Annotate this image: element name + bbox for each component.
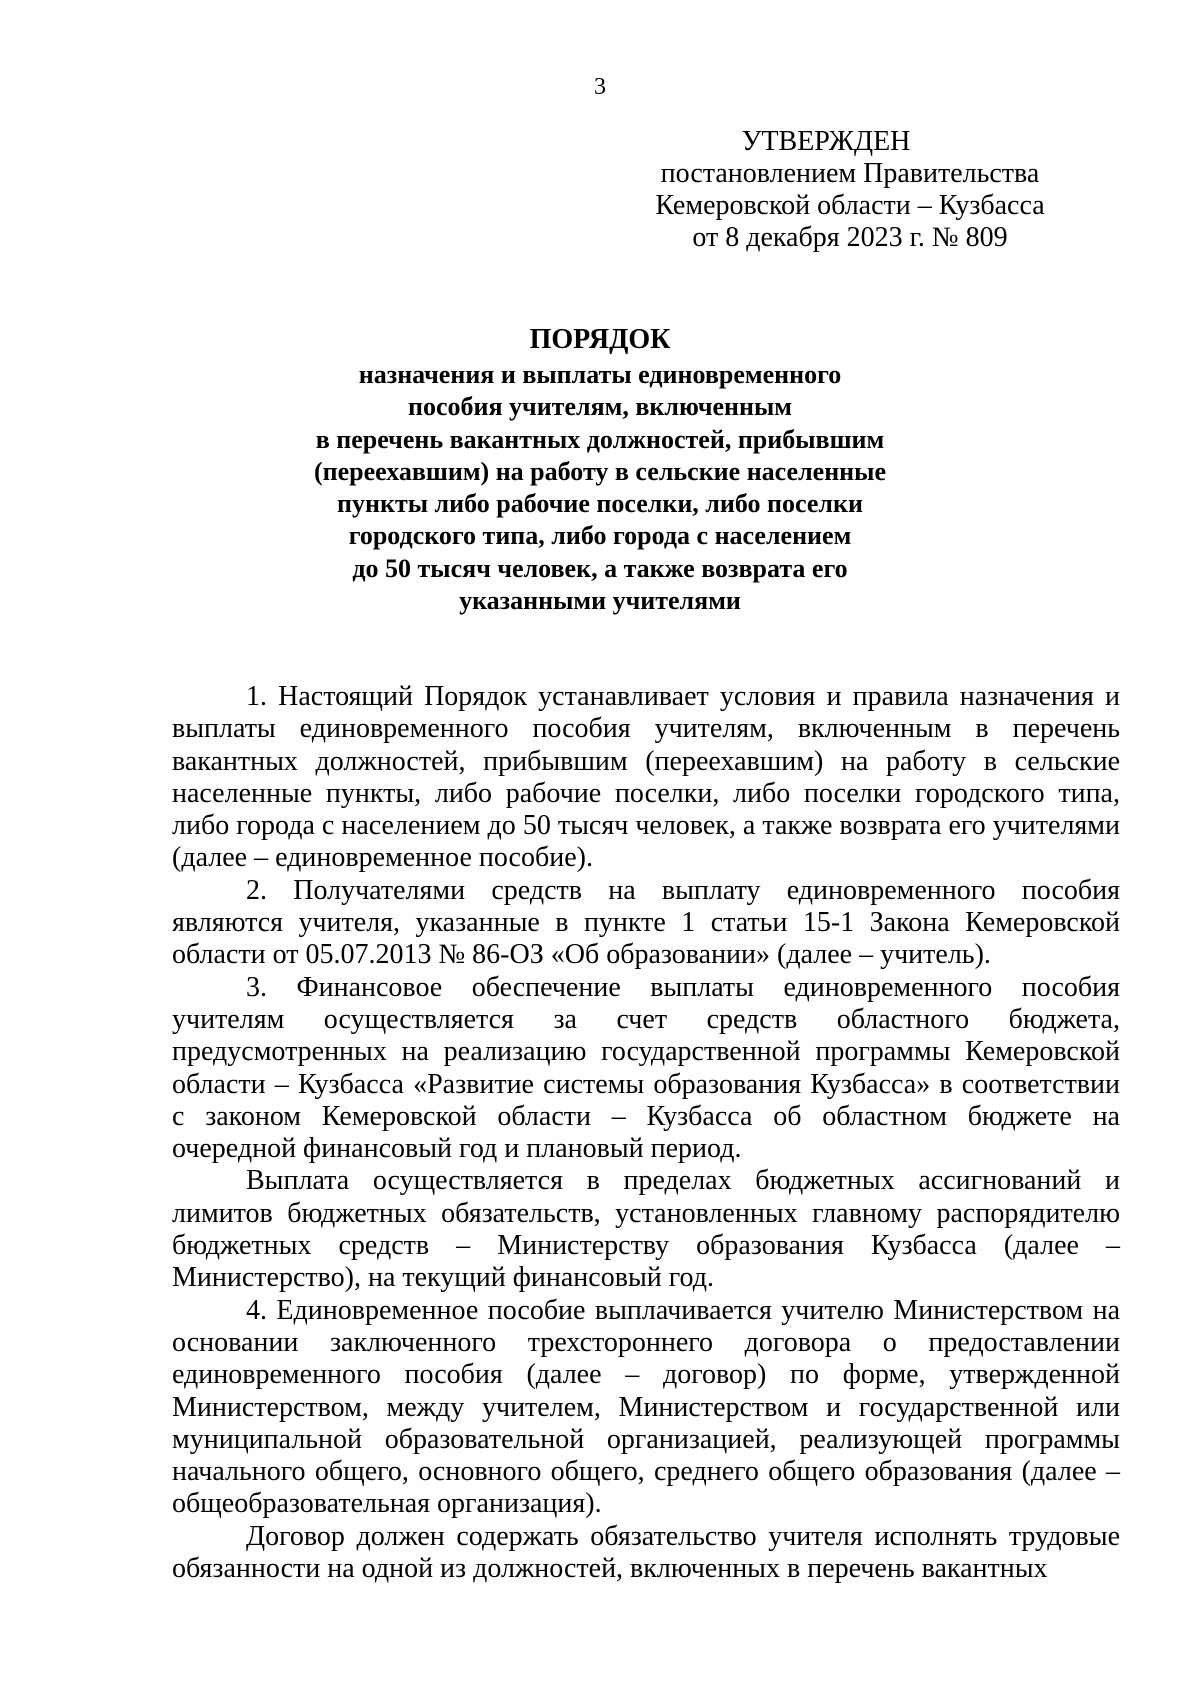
document-body <box>172 681 1120 1585</box>
subtitle-line: назначения и выплаты единовременного <box>358 360 842 389</box>
approval-line: постановлением Правительства <box>660 158 1040 189</box>
approval-line: Кемеровской области – Кузбасса <box>655 190 1045 221</box>
approval-stamp <box>600 126 1100 254</box>
paragraph-3: 3. Финансовое обеспечение выплаты единовременного пособия учителям осуществляется за счет средств областного бюджета, предусмотренных на реализацию государственной программы Кемеровской области – Кузбасса «Развитие системы образования Кузбасса» в соответствии с законом Кемеровской области – Кузбасса об областном бюджете на очередной финансовый год и плановый период. <box>172 971 1120 1165</box>
subtitle-line: пособия учителям, включенным <box>407 392 793 422</box>
page-number: 3 <box>594 74 606 100</box>
paragraph-4: 4. Единовременное пособие выплачивается учителю Министерством на основании заключенного трехстороннего договора о предоставлении единовременного пособия (далее – договор) по форме, утвержденной Министерством, между учителем, Министерством и государственной или муниципальной образовательной организацией, реализующей программы начального общего, основного общего, среднего общего образования (далее – общеобразовательная организация). <box>172 1294 1120 1520</box>
subtitle-line: городского типа, либо города с населением <box>348 521 852 551</box>
subtitle-line: (переехавшим) на работу в сельские населенные <box>314 456 886 486</box>
paragraph-2: 2. Получателями средств на выплату единовременного пособия являются учителя, указанные в пункте 1 статьи 15-1 Закона Кемеровской области от 05.07.2013 № 86-ОЗ «Об образовании» (далее – учитель). <box>172 874 1120 971</box>
paragraph-4-continued: Договор должен содержать обязательство учителя исполнять трудовые обязанности на одной из должностей, включенных в перечень вакантных <box>172 1520 1120 1585</box>
subtitle-line: указанными учителями <box>459 586 741 616</box>
paragraph-3-continued: Выплата осуществляется в пределах бюджетных ассигнований и лимитов бюджетных обязательств, установленных главному распорядителю бюджетных средств – Министерству образования Кузбасса (далее – Министерство), на текущий финансовый год. <box>172 1165 1120 1294</box>
document-subtitle <box>0 359 1200 617</box>
paragraph-1: 1. Настоящий Порядок устанавливает условия и правила назначения и выплаты единовременного пособия учителям, включенным в перечень вакантных должностей, прибывшим (переехавшим) на работу в сельские населенные пункты, либо рабочие поселки, либо поселки городского типа, либо города с населением до 50 тысяч человек, а также возврата его учителями (далее – единовременное пособие). <box>172 681 1120 874</box>
subtitle-line: до 50 тысяч человек, а также возврата его <box>352 553 848 583</box>
subtitle-line: пункты либо рабочие поселки, либо поселки <box>337 489 863 519</box>
approval-title: УТВЕРЖДЕН <box>741 126 911 157</box>
document-title: ПОРЯДОК <box>529 324 671 355</box>
subtitle-line: в перечень вакантных должностей, прибывшим <box>315 424 885 454</box>
approval-line: от 8 декабря 2023 г. № 809 <box>692 222 1008 253</box>
